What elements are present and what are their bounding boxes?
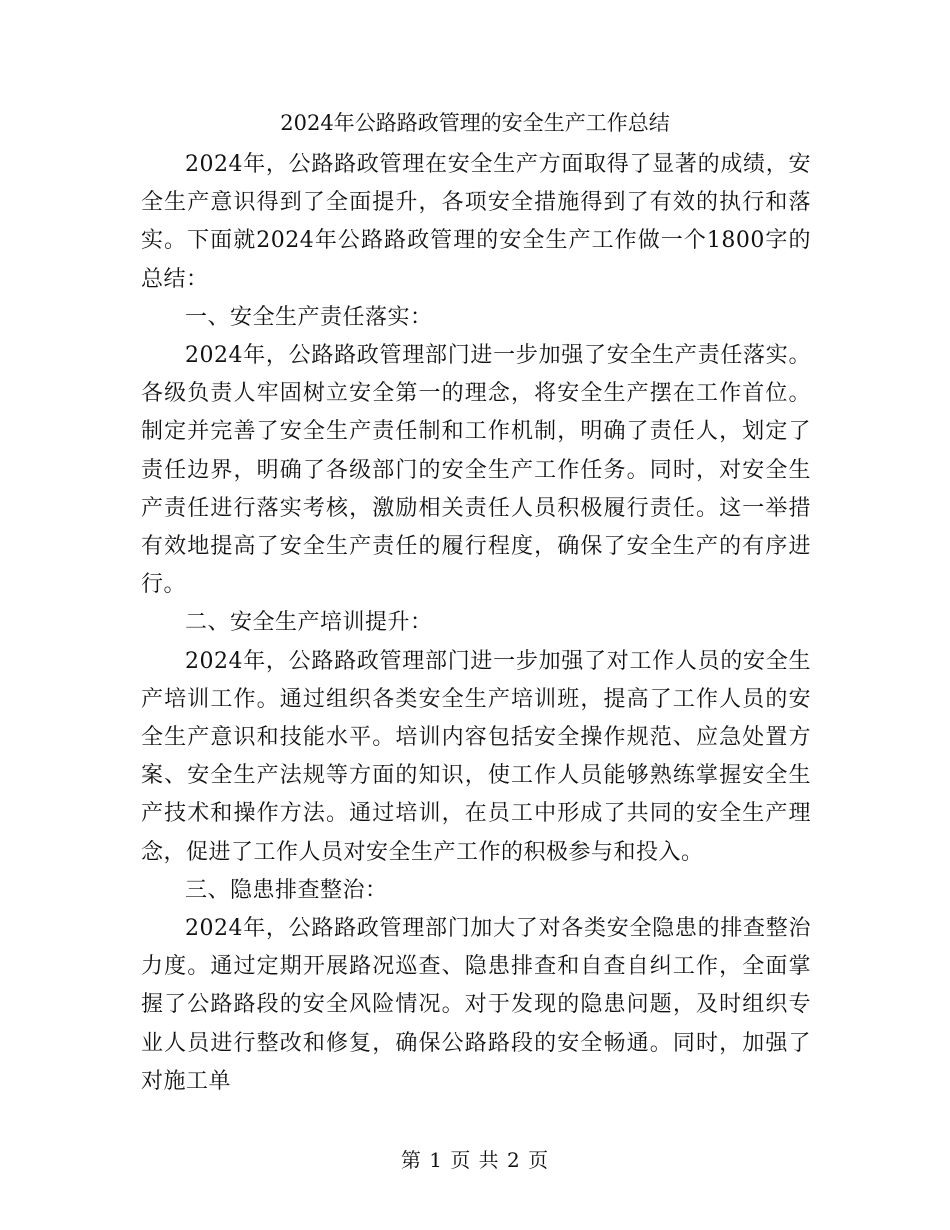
intro-paragraph: 2024年，公路路政管理在安全生产方面取得了显著的成绩，安全生产意识得到了全面提升，各项安全措施得到了有效的执行和落实。下面就2024年公路路政管理的安全生产工作做一个1800字的总结： [141, 152, 811, 292]
page-number-footer: 第 1 页 共 2 页 [400, 1148, 550, 1172]
section-paragraph-2: 2024年，公路路政管理部门进一步加强了对工作人员的安全生产培训工作。通过组织各类安全生产培训班，提高了工作人员的安全生产意识和技能水平。培训内容包括安全操作规范、应急处置方案、安全生产法规等方面的知识，使工作人员能够熟练掌握安全生产技术和操作方法。通过培训，在员工中形成了共同的安全生产理念，促进了工作人员对安全生产工作的积极参与和投入。 [141, 648, 811, 865]
document-title: 2024年公路路政管理的安全生产工作总结 [280, 111, 670, 135]
section-heading-2: 二、安全生产培训提升： [185, 610, 433, 636]
section-paragraph-3: 2024年，公路路政管理部门加大了对各类安全隐患的排查整治力度。通过定期开展路况巡查、隐患排查和自查自纠工作，全面掌握了公路路段的安全风险情况。对于发现的隐患问题，及时组织专业人员进行整改和修复，确保公路路段的安全畅通。同时，加强了对施工单 [141, 916, 811, 1094]
document-body [141, 146, 811, 1101]
section-heading-1: 一、安全生产责任落实： [185, 304, 433, 330]
section-heading-3: 三、隐患排查整治： [185, 877, 388, 903]
section-paragraph-1: 2024年，公路路政管理部门进一步加强了安全生产责任落实。各级负责人牢固树立安全第一的理念，将安全生产摆在工作首位。制定并完善了安全生产责任制和工作机制，明确了责任人，划定了责任边界，明确了各级部门的安全生产工作任务。同时，对安全生产责任进行落实考核，激励相关责任人员积极履行责任。这一举措有效地提高了安全生产责任的履行程度，确保了安全生产的有序进行。 [141, 343, 811, 598]
